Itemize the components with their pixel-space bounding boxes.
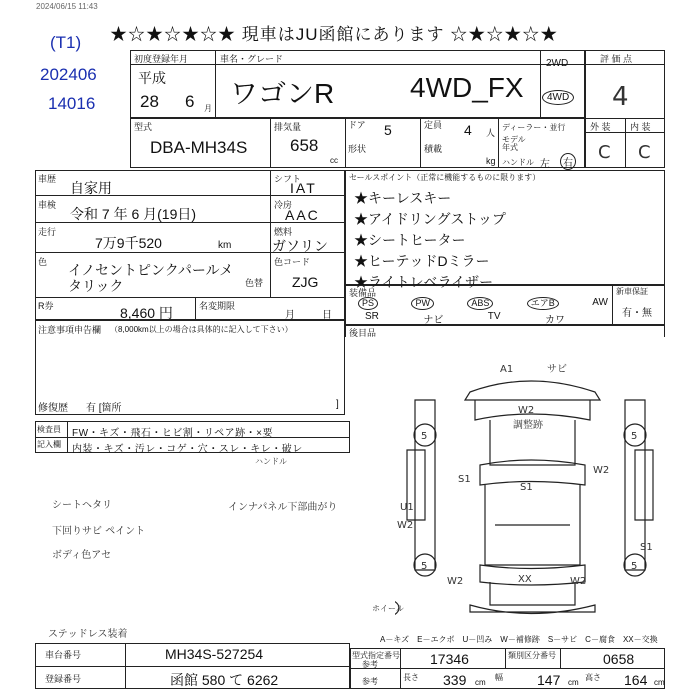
score-value: 4	[612, 82, 629, 112]
inspector-row2: 内装・キズ・汚レ・コゲ・穴・スレ・キレ・破レ	[72, 444, 303, 455]
color-code-head: 色コード	[274, 257, 311, 267]
diagram-spare-label: ホイール	[372, 604, 404, 613]
plate-label: 登録番号	[45, 674, 82, 684]
hw-note: 下回りサビ ペイント	[52, 526, 146, 537]
score-label: 評 価 点	[600, 54, 633, 64]
handle-left: 左	[540, 159, 550, 170]
type-num-label: 型式指定番号	[352, 651, 400, 660]
len-unit: cm	[475, 678, 486, 687]
recycle-label: R券	[38, 301, 54, 311]
len-value: 339	[443, 672, 467, 688]
sales-list	[354, 188, 506, 293]
fuel-label: 燃料	[274, 227, 293, 237]
color-label: 色	[38, 257, 48, 267]
ac-label: 冷房	[274, 200, 293, 210]
equipment-row1	[358, 297, 608, 310]
equip-aw: AW	[592, 297, 608, 308]
chassis-label: 車台番号	[45, 650, 82, 660]
month: 6	[185, 92, 195, 111]
name-change-day: 日	[322, 310, 332, 321]
shift-value: IAT	[290, 180, 317, 196]
inspector-label2: 記入欄	[37, 440, 61, 449]
cap-value: 4	[464, 122, 472, 138]
diagram-mark: W2	[447, 576, 464, 587]
diagram-mark: 5	[631, 561, 638, 572]
inspector-row1: FW・キズ・飛石・ヒビ割・リペア跡・×要	[72, 428, 273, 439]
equip-airbag: エアB	[527, 297, 559, 310]
wid-label: 幅	[495, 673, 503, 682]
wid-unit: cm	[568, 678, 579, 687]
stamp-line1: (T1)	[50, 33, 82, 52]
diagram-mark: U1	[400, 502, 414, 513]
equip-leather: カワ	[545, 315, 565, 326]
ac-value: AAC	[285, 207, 320, 223]
color-code-label: 色替	[245, 278, 264, 288]
equipment-label: 装備品	[349, 288, 377, 298]
sales-label: セールスポイント（正常に機能するものに限ります）	[349, 173, 541, 182]
handwritten-handle: ハンドル	[255, 457, 287, 466]
name-change-label: 名変期限	[199, 301, 236, 311]
hei-unit: cm	[654, 678, 665, 687]
model-name: ワゴンR	[230, 78, 335, 109]
diagram-mark: 5	[631, 431, 638, 442]
diagram-mark: 5	[421, 431, 428, 442]
timestamp: 2024/06/15 11:43	[36, 2, 98, 11]
type-value: DBA-MH34S	[150, 138, 248, 157]
inspect-value: 令和 7 年 6 月(19日)	[70, 206, 197, 222]
diagram-mark: XX	[518, 574, 532, 585]
hw-note: ボディ色アセ	[52, 550, 112, 561]
recycle-value: 8,460 円	[120, 305, 173, 321]
type-label: 型式	[134, 122, 153, 132]
grade: 4WD_FX	[410, 72, 524, 103]
model-year-label: モデル年式	[502, 135, 526, 152]
diagram-mark: S1	[458, 474, 471, 485]
inspector-label1: 検査員	[37, 425, 61, 434]
type-num-value: 17346	[430, 651, 469, 667]
ext-label: 外 装	[590, 122, 611, 132]
diagram-mark: W2	[397, 520, 414, 531]
sales-item: ★シートヒーター	[354, 232, 466, 248]
door-value: 5	[384, 122, 392, 138]
drive-2wd: 2WD	[546, 58, 569, 69]
use-value: 自家用	[70, 180, 112, 196]
disp-unit: cc	[330, 156, 338, 165]
diagram-legend: A－キズ E－エクボ U－凹み W－補修跡 S－サビ C－腐食 XX－交換	[380, 635, 658, 644]
year: 28	[140, 92, 159, 111]
class-num-label: 類別区分番号	[508, 651, 556, 660]
equip-navi: ナビ	[423, 315, 444, 326]
sales-item: ★キーレスキー	[354, 190, 452, 206]
diagram-mark: W2	[593, 465, 610, 476]
plate-value: 函館 580 て 6262	[170, 672, 279, 688]
equipment-row2	[365, 311, 565, 326]
hw-note: ステッドレス装着	[48, 629, 128, 640]
shift-label: シフト	[274, 174, 302, 184]
stamp-line3: 14016	[48, 94, 96, 113]
name-change-month: 月	[285, 310, 295, 321]
caution-label: 注意事項申告欄	[38, 325, 102, 335]
mileage-label: 走行	[38, 227, 57, 237]
disp-value: 658	[290, 136, 319, 155]
rear-frame	[345, 325, 665, 337]
hei-value: 164	[624, 672, 648, 688]
equip-abs: ABS	[467, 297, 493, 310]
diagram-mark: W2	[518, 405, 535, 416]
handle-label: ハンドル	[502, 158, 534, 167]
equip-ps: PS	[358, 297, 378, 310]
shape-label: 形状	[348, 144, 367, 154]
era: 平成	[138, 70, 166, 86]
diagram-mark: S1	[640, 542, 653, 553]
stamp-line2: 202406	[40, 65, 97, 84]
dealer-label: ディーラー・並行	[502, 123, 566, 132]
cap-unit: 人	[486, 128, 496, 138]
sales-item: ★ライトレベライザー	[354, 274, 494, 290]
diagram-mark: 調整跡	[513, 420, 543, 431]
int-label: 内 装	[630, 122, 651, 132]
class-num-value: 0658	[603, 651, 635, 667]
ref-label: 参考	[362, 660, 378, 669]
diagram-mark: S1	[520, 482, 533, 493]
equip-sr: SR	[365, 311, 379, 322]
ext-score: C	[598, 142, 611, 163]
hw-note: シートヘタリ	[52, 500, 112, 511]
diagram-mark: 5	[421, 561, 428, 572]
wid-value: 147	[537, 672, 561, 688]
load-label: 積載	[424, 144, 443, 154]
fuel-value: ガソリン	[272, 238, 328, 254]
hei-label: 高さ	[585, 673, 601, 682]
color-code-value: ZJG	[292, 274, 319, 290]
int-score: C	[638, 142, 651, 163]
equip-tv: TV	[487, 311, 501, 322]
month-unit: 月	[204, 104, 212, 113]
history-label: 修復歴	[38, 403, 68, 414]
new-manual-label: 新車保証	[616, 287, 648, 296]
caution-sub: （8,000km以上の場合は具体的に記入して下さい）	[110, 325, 293, 334]
door-label: ドア	[348, 120, 366, 130]
len-label: 長さ	[403, 673, 419, 682]
diagram-mark: A1	[500, 364, 514, 375]
rear-label: 後目品	[349, 328, 377, 338]
mileage-value: 7万9千520	[95, 235, 162, 251]
drive-4wd: 4WD	[542, 90, 574, 105]
sales-item: ★ヒーテッドDミラー	[354, 253, 490, 269]
load-unit: kg	[486, 156, 496, 166]
chassis-value: MH34S-527254	[165, 646, 264, 662]
model-label: 車名・グレード	[220, 54, 284, 64]
hw-note: インナパネル下部曲がり	[228, 502, 338, 513]
sales-item: ★アイドリングストップ	[354, 211, 506, 227]
equip-pw: PW	[411, 297, 434, 310]
use-label: 車歴	[38, 174, 57, 184]
history-end: ]	[336, 399, 339, 410]
history-value: 有 [箇所	[86, 403, 122, 414]
new-manual-value: 有・無	[622, 308, 652, 319]
diagram-mark: サビ	[547, 364, 567, 375]
cap-label: 定員	[424, 120, 443, 130]
ref-label-2: 参考	[362, 677, 378, 686]
mileage-unit: km	[218, 240, 232, 251]
reg-label: 初度登録年月	[134, 54, 189, 64]
color-value: イノセントピンクパールメタリック	[68, 262, 234, 294]
damage-diagram	[395, 360, 665, 630]
handle-right: 右	[560, 153, 576, 170]
disp-label: 排気量	[274, 122, 302, 132]
banner: ★☆★☆★☆★ 現車はJU函館にあります ☆★☆★☆★	[110, 25, 559, 44]
inspect-label: 車検	[38, 200, 57, 210]
diagram-mark: W2	[570, 576, 587, 587]
